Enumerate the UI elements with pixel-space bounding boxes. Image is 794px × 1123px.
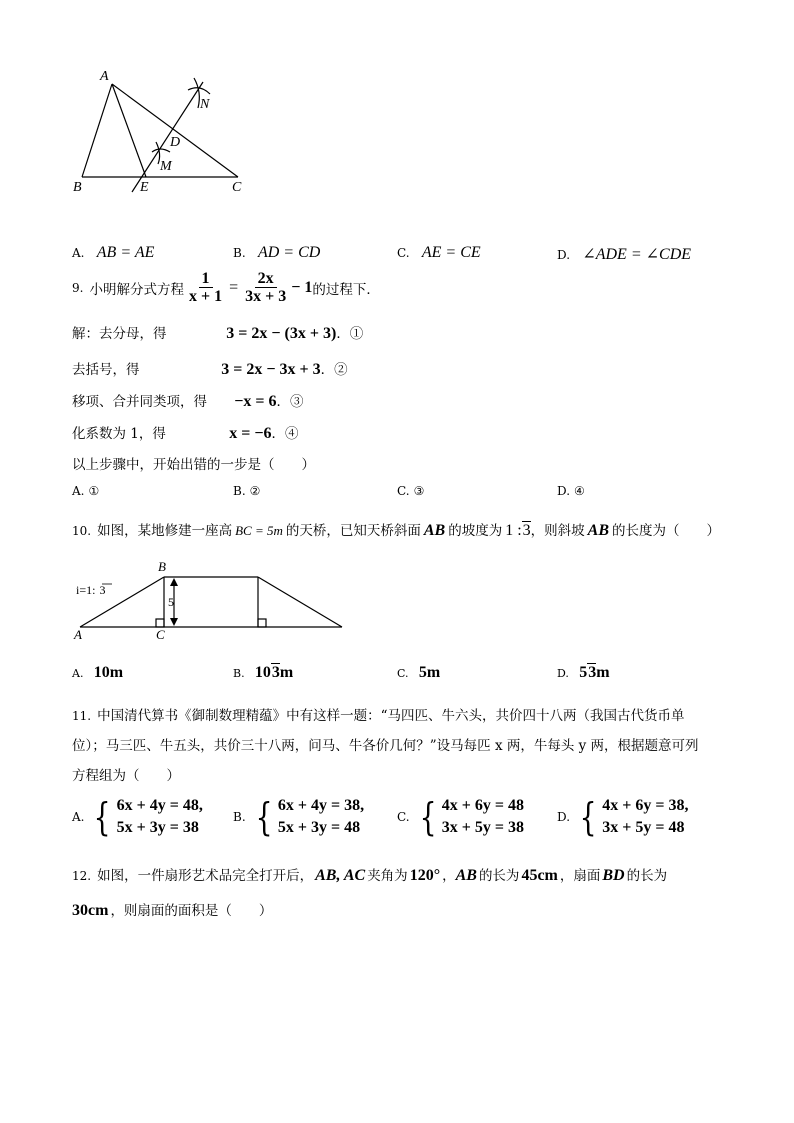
height-label: 5 [168,595,174,609]
q9-step-3: 移项、合并同类项，得 −x = 6．③ [72,393,304,410]
q10-prompt: 10. 如图，某地修建一座高 BC = 5m 的天桥，已知天桥斜面 AB 的坡度为 1 : 3 ，则斜坡 AB 的长度为（ ） [72,522,721,539]
q9-fraction-right: $\frac{2x}{3x + 3}$ [245,270,287,305]
q11-option-a[interactable]: A. { 6x + 4y = 48, 5x + 3y = 38 [72,795,203,839]
label-b: B [73,180,82,195]
sqrt-three: 3 [522,522,531,539]
q11-line-1: 11. 中国清代算书《御制数理精蕴》中有这样一题：“马四匹、牛六头，共价四十八两（我国古代货币单 [72,708,685,724]
q8-option-a-text: AB = AE [96,244,155,261]
q9-option-d[interactable]: D. ④ [557,484,585,498]
q12-line-1: 12. 如图，一件扇形艺术品完全打开后， AB, AC 夹角为 120° ， AB 的长为 45cm ，扇面 BD 的长为 [72,867,668,884]
slope-right [258,577,342,627]
label-n: N [200,97,210,112]
segment-ac [112,84,238,177]
q10-option-b[interactable]: B. 103m [233,664,294,681]
arc-m [152,149,170,152]
q10-option-c[interactable]: C. 5m [397,664,441,681]
right-angle-c [156,619,164,627]
segment-ae [112,84,146,177]
q11-line-3: 方程组为（ ） [72,768,180,784]
q11-option-b[interactable]: B. { 6x + 4y = 38, 5x + 3y = 48 [233,795,365,839]
slope-label: i=1: 3 [76,583,106,597]
q8-option-b[interactable]: B. AD = CD [233,244,321,261]
q9-step-2: 去括号，得 3 = 2x − 3x + 3．② [72,361,348,378]
label-a: A [74,627,82,642]
q11-option-c[interactable]: C. { 4x + 6y = 48 3x + 5y = 38 [397,795,524,839]
q11-line-2: 位）；马三匹、牛五头，共价三十八两，问马、牛各价几何？”设马每匹 x 两，牛每头 y 两，根据题意可列 [72,738,699,754]
q10-option-d[interactable]: D. 53m [557,664,610,681]
q9-step-1: 解：去分母，得 3 = 2x − (3x + 3)．① [72,325,364,342]
q9-option-a[interactable]: A. ① [72,484,100,498]
q8-option-d-text: ∠ADE = ∠CDE [582,246,692,263]
q8-option-c-text: AE = CE [421,244,481,261]
triangle-figure [70,64,260,200]
q8-option-b-text: AD = CD [257,244,321,261]
q8-option-d[interactable]: D. ∠ADE = ∠CDE [557,246,692,263]
arrow-up [170,578,178,586]
label-c: C [232,180,242,195]
q8-option-a[interactable]: A. AB = AE [72,244,155,261]
segment-ab [82,84,112,177]
label-a: A [100,69,109,84]
q9-prompt: 9. 小明解分式方程 $\frac{1}{x + 1}$ = $\frac{2x}{3x + 3}$ − 1 的过程下． [72,270,380,305]
q8-option-c[interactable]: C. AE = CE [397,244,481,261]
q9-option-c[interactable]: C. ③ [397,484,425,498]
label-e: E [140,180,149,195]
q11-option-d[interactable]: D. { 4x + 6y = 38, 3x + 5y = 48 [557,795,689,839]
q9-option-b[interactable]: B. ② [233,484,261,498]
bisector-line [132,82,203,192]
label-m: M [160,159,172,174]
q9-step-4: 化系数为 1，得 x = −6．④ [72,425,299,442]
label-d: D [170,135,181,150]
q9-question: 以上步骤中，开始出错的一步是（ ） [72,457,315,473]
arrow-down [170,618,178,626]
label-b: B [158,559,166,574]
arc-n2 [194,78,199,108]
q10-option-a[interactable]: A. 10m [72,664,124,681]
right-angle-right [258,619,266,627]
bridge-figure [70,558,350,644]
label-c: C [156,627,165,642]
q9-fraction-left: $\frac{1}{x + 1}$ [188,270,223,305]
q12-line-2: 30cm ，则扇面的面积是（ ） [72,902,273,919]
